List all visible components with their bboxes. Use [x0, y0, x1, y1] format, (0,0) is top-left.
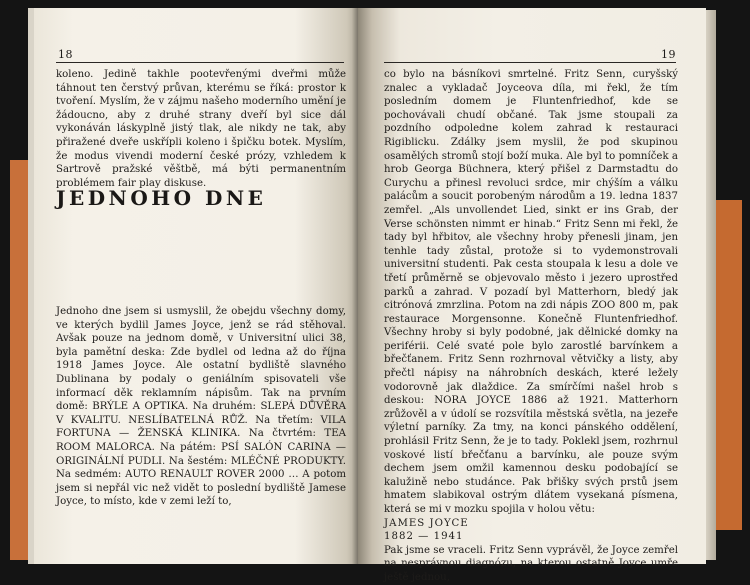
chapter-title: JEDNOHO DNE [56, 186, 267, 210]
page-number-left: 18 [58, 48, 73, 61]
paragraph: koleno. Jedině takhle pootevřenými dveřmi může táhnout ten čerstvý průvan, kterému se říká: prostor k tvoření. Myslím, že v zájmu našeho moderního umění je žádoucno, aby z druhé strany dveří byl sice dál vykonáván láskyplně jistý tlak, ale nikdy ne tak, aby přiražené dveře uskřípli koleno i špičku botek. Myslím, že modus vivendi moderní české prózy, vzhledem k Sartrově pražské věštbě, má býti permanentním problémem fair play diskuse. [56, 69, 346, 189]
page-number-right: 19 [661, 48, 676, 61]
page-edges [706, 10, 716, 560]
paragraph: co bylo na básníkovi smrtelné. Fritz Senn, curyšský znalec a vykladač Joyceova díla, mi řekl, že tím posledním domem je Fluntenfriedhof, kde se pochovávali chudí občané. Tak jsme stoupali za pozdního odpoledne kolem zahrad k restauraci Rigiblicku. Zdálky jsem myslil, že pod skupinou osamělých stromů stojí boží muka. Ale byl to pomníček a hrob Georga Büchnera, který přišel z Darmstadtu do Curychu a přinesl revoluci srdce, mir chýším a válku palácům a soucit porobeným národům a 19. ledna 1837 zemřel. „Als unvollendet Lied, sinkt er ins Grab, der Verse schönsten nimmt er hinab.“ Fritz Senn mi řekl, že tady byl hřbitov, ale všechny hroby přenesli jinam, jen tenhle tady zůstal, protože si to vydemonstrovali universitní studenti. Pak cesta stoupala k lesu a dole ve třetí průměrně se objevovalo město i jezero uprostřed parků a zahrad. V pozadí byl Matterhorn, bledý jak citrónová zmrzlina. Potom na zdi nápis ZOO 800 m, pak restaurace Morgensonne. Konečně Fluntenfriedhof. Všechny hroby si byly podobné, jak dělnické domky na periférii. Celé svaté pole bylo zarostlé barvínkem a břečťanem. Fritz Senn rozhrnoval větvičky a listy, aby přečtl nápisy na náhrobních deskách, které ležely vodorovně jak dlaždice. Za smírčími našel hrob s deskou: NORA JOYCE 1886 až 1921. Matterhorn zrůžověl a v údolí se rozsvítila městská světla, na jezeře výletní parníky. Za tmy, na konci pánského oddělení, prohlásil Fritz Senn, že je to tady. Poklekl jsem, rozhrnul voskové listí břečťanu a barvínku, ale pouze svým dechem jsem omžil kamennou desku podobající se kalužině nebo studánce. Pak břišky svých prstů jsem hmatem slabikoval ostrým dlátem vysekaná písmena, která se mi v mozku spojila v holou větu: [384, 69, 678, 515]
bookmark-ribbon-right [716, 200, 742, 530]
left-top-paragraph [56, 68, 346, 190]
epitaph-dates: 1882 — 1941 [384, 531, 464, 543]
right-page [358, 8, 706, 583]
epitaph-name: JAMES JOYCE [384, 517, 469, 529]
paragraph: Jednoho dne jsem si usmyslil, že obejdu všechny domy, ve kterých bydlil James Joyce, jenž se rád stěhoval. Avšak pouze na jednom domě, v Universitní ulici 38, byla pamětní deska: Zde bydlel od ledna až do října 1918 James Joyce. Ale ostatní bydliště slavného Dublinana by podaly o geniálním spisovateli vše informací děk reklamním nápisům. Tak na prvním domě: BRÝLE A OPTIKA. Na druhém: SLEPÁ DŮVĚRA V KVALITU. NESLÍBATELNÁ RŮŽ. Na třetím: VILA FORTUNA — ŽENSKÁ KLINIKA. Na čtvrtém: TEA ROOM MALORCA. Na pátém: PSÍ SALÓN CARINA — ORIGINÁLNÍ PUDLI. Na šestém: MLÉČNÉ PRODUKTY. Na sedmém: AUTO RENAULT ROVER 2000 … A potom jsem si nepřál vic než vidět to poslední bydliště Jamese Joyce, to místo, kde v zemi leží to, [56, 306, 346, 508]
right-body [384, 68, 678, 585]
left-page [28, 8, 360, 564]
chapter-body [56, 305, 346, 509]
paragraph: Pak jsme se vraceli. Fritz Senn vyprávěl, že Joyce zemřel na nesprávnou diagnózu, na kterou ostatně Joyce umře ještě jednou, [384, 544, 678, 583]
header-rule-left [56, 62, 344, 63]
header-rule-right [384, 62, 676, 63]
